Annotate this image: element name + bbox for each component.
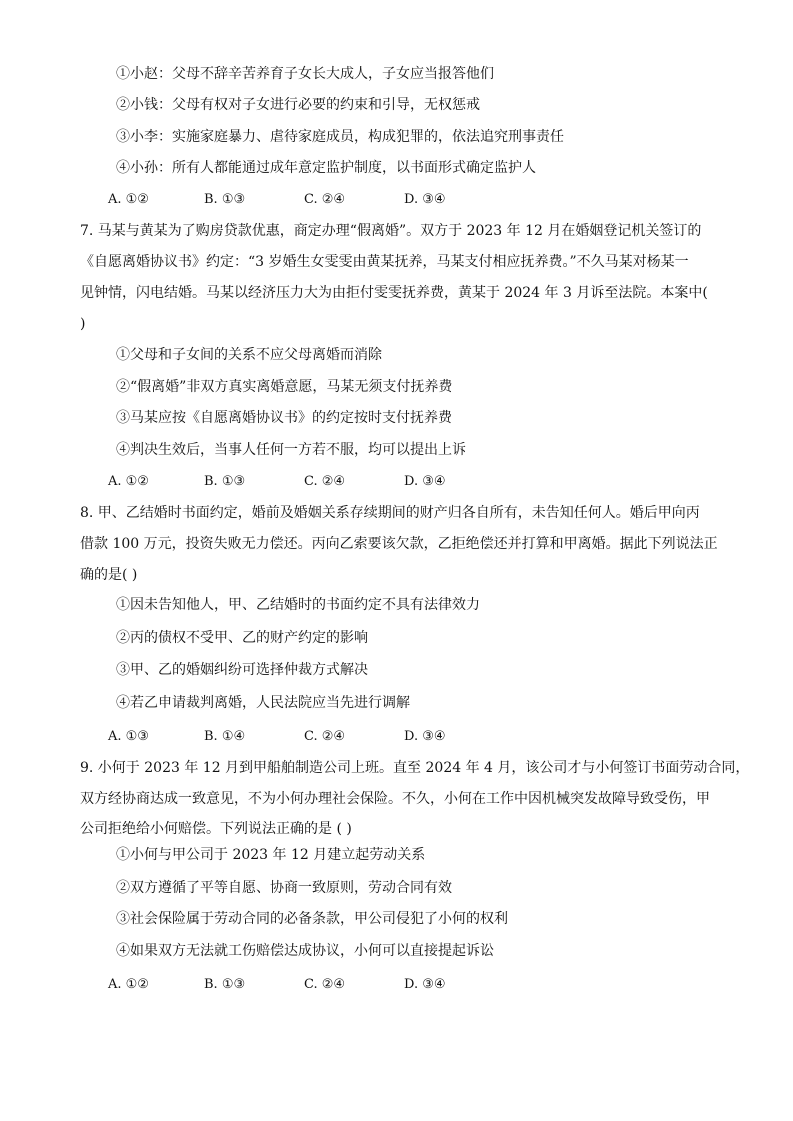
q9-stem-line-3: 公司拒绝给小何赔偿。下列说法正确的是 ( ) xyxy=(80,821,352,837)
q8-statement-1: ①因未告知他人，甲、乙结婚时的书面约定不具有法律效力 xyxy=(116,597,480,613)
q9-statement-3: ③社会保险属于劳动合同的必备条款，甲公司侵犯了小何的权利 xyxy=(116,911,508,927)
q7-statement-3: ③马某应按《自愿离婚协议书》的约定按时支付抚养费 xyxy=(116,410,452,426)
q8-stem-line-3: 确的是( ) xyxy=(80,567,138,583)
q9-choice-c: C. ②④ xyxy=(304,977,346,992)
q9-choice-b: B. ①③ xyxy=(204,977,246,992)
q8-stem-line-2: 借款 100 万元，投资失败无力偿还。丙向乙索要该欠款，乙拒绝偿还并打算和甲离婚。据此下列说法正 xyxy=(80,536,718,552)
q8-choice-a: A. ①③ xyxy=(108,729,149,744)
q6-choice-a: A. ①② xyxy=(108,192,149,207)
q7-statement-1: ①父母和子女间的关系不应父母离婚而消除 xyxy=(116,347,382,363)
q7-stem-line-2: 《自愿离婚协议书》约定：“3 岁婚生女雯雯由黄某抚养，马某支付相应抚养费。”不久马某对杨某一 xyxy=(80,254,689,270)
q8-choice-b: B. ①④ xyxy=(204,729,246,744)
q6-choices xyxy=(108,190,446,210)
q6-statement-1: ①小赵：父母不辞辛苦养育子女长大成人，子女应当报答他们 xyxy=(116,66,494,82)
q9-choices xyxy=(108,975,446,995)
q6-choice-d: D. ③④ xyxy=(404,192,446,207)
q6-statement-3: ③小李：实施家庭暴力、虐待家庭成员，构成犯罪的，依法追究刑事责任 xyxy=(116,129,564,145)
q8-stem-line-1: 8. 甲、乙结婚时书面约定，婚前及婚姻关系存续期间的财产归各自所有，未告知任何人。婚后甲向丙 xyxy=(80,505,700,521)
q7-choice-a: A. ①② xyxy=(108,474,149,489)
q7-stem-line-4: ) xyxy=(80,316,86,332)
q9-statement-1: ①小何与甲公司于 2023 年 12 月建立起劳动关系 xyxy=(116,847,426,863)
q7-stem-line-3: 见钟情，闪电结婚。马某以经济压力大为由拒付雯雯抚养费，黄某于 2024 年 3 月诉至法院。本案中( xyxy=(80,285,708,301)
q6-choice-c: C. ②④ xyxy=(304,192,346,207)
q7-statement-2: ②“假离婚”非双方真实离婚意愿，马某无须支付抚养费 xyxy=(116,379,453,395)
q8-choice-c: C. ②④ xyxy=(304,729,346,744)
q6-choice-b: B. ①③ xyxy=(204,192,246,207)
q7-choice-d: D. ③④ xyxy=(404,474,446,489)
q9-choice-a: A. ①② xyxy=(108,977,149,992)
q7-choices xyxy=(108,472,446,492)
q6-statement-2: ②小钱：父母有权对子女进行必要的约束和引导，无权惩戒 xyxy=(116,97,480,113)
q9-statement-2: ②双方遵循了平等自愿、协商一致原则，劳动合同有效 xyxy=(116,880,452,896)
q9-stem-line-1: 9. 小何于 2023 年 12 月到甲船舶制造公司上班。直至 2024 年 4 月，该公司才与小何签订书面劳动合同， xyxy=(80,760,750,776)
q9-choice-d: D. ③④ xyxy=(404,977,446,992)
q7-choice-c: C. ②④ xyxy=(304,474,346,489)
q7-statement-4: ④判决生效后，当事人任何一方若不服，均可以提出上诉 xyxy=(116,442,466,458)
q6-statement-4: ④小孙：所有人都能通过成年意定监护制度，以书面形式确定监护人 xyxy=(116,160,536,176)
q8-statement-4: ④若乙申请裁判离婚，人民法院应当先进行调解 xyxy=(116,695,410,711)
q9-stem-line-2: 双方经协商达成一致意见，不为小何办理社会保险。不久，小何在工作中因机械突发故障导致受伤，甲 xyxy=(80,791,710,807)
q7-choice-b: B. ①③ xyxy=(204,474,246,489)
q7-stem-line-1: 7. 马某与黄某为了购房贷款优惠，商定办理“假离婚”。双方于 2023 年 12 月在婚姻登记机关签订的 xyxy=(80,223,702,239)
q8-statement-2: ②丙的债权不受甲、乙的财产约定的影响 xyxy=(116,630,368,646)
q8-choices xyxy=(108,727,446,747)
q9-statement-4: ④如果双方无法就工伤赔偿达成协议，小何可以直接提起诉讼 xyxy=(116,943,494,959)
q8-choice-d: D. ③④ xyxy=(404,729,446,744)
q8-statement-3: ③甲、乙的婚姻纠纷可选择仲裁方式解决 xyxy=(116,662,368,678)
